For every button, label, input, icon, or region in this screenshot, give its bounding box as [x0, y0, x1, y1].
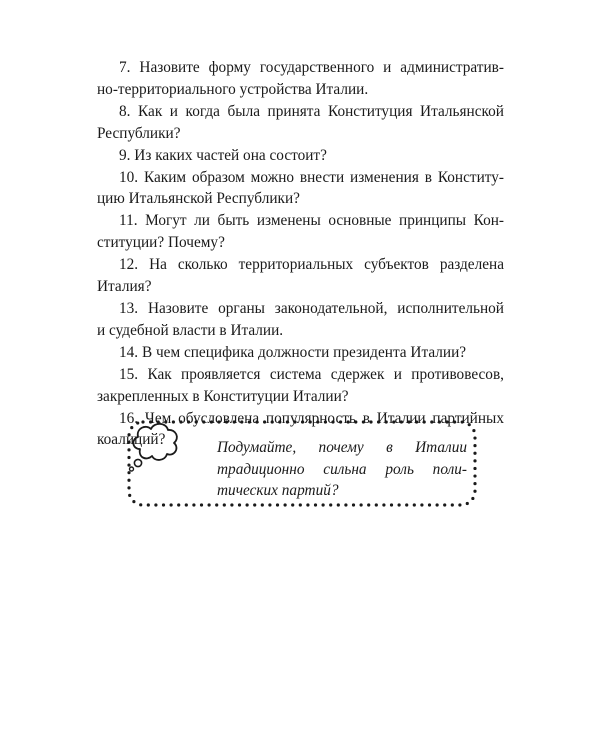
question-item [97, 167, 504, 211]
review-questions-list [97, 57, 504, 451]
question-line: 14. В чем специфика должности президента Италии? [119, 343, 467, 361]
question-line: Италия? [97, 278, 152, 296]
question-line: 10. Каким образом можно внести изменения в Конститу- [119, 168, 504, 186]
question-item [97, 364, 504, 408]
question-line: закрепленных в Конституции Италии? [97, 387, 349, 405]
question-line: ституции? Почему? [97, 234, 225, 252]
question-line: и судебной власти в Италии. [97, 321, 284, 339]
think-prompt [217, 437, 467, 502]
question-line: 15. Как проявляется система сдержек и противовесов, [119, 365, 504, 383]
question-line: 7. Назовите форму государственного и административ- [119, 59, 504, 76]
question-item [97, 254, 504, 298]
think-prompt-line: традиционно сильна роль поли- [217, 460, 467, 478]
question-line: 11. Могут ли быть изменены основные принципы Кон- [119, 212, 504, 230]
question-item [119, 145, 504, 167]
question-line: Республики? [97, 124, 181, 142]
question-line: 9. Из каких частей она состоит? [119, 146, 327, 164]
think-prompt-line: Подумайте, почему в Италии [217, 439, 467, 456]
question-line: 13. Назовите органы законодательной, исполнительной [119, 299, 504, 317]
think-box [126, 419, 478, 508]
question-line: коалиций? [97, 431, 166, 449]
question-line: 8. Как и когда была принята Конституция Итальянской [119, 102, 504, 120]
question-line: но-территориального устройства Италии. [97, 80, 369, 98]
question-line: 12. На сколько территориальных субъектов разделена [119, 256, 504, 274]
question-item [97, 210, 504, 254]
question-item [97, 57, 504, 101]
question-item [119, 342, 504, 364]
question-line: 16. Чем обусловлена популярность в Италии партийных [119, 409, 504, 427]
thought-cloud-icon [126, 419, 182, 473]
question-item [97, 298, 504, 342]
think-prompt-line: тических партий? [217, 482, 339, 499]
question-line: цию Итальянской Республики? [97, 190, 300, 208]
question-item [97, 101, 504, 145]
